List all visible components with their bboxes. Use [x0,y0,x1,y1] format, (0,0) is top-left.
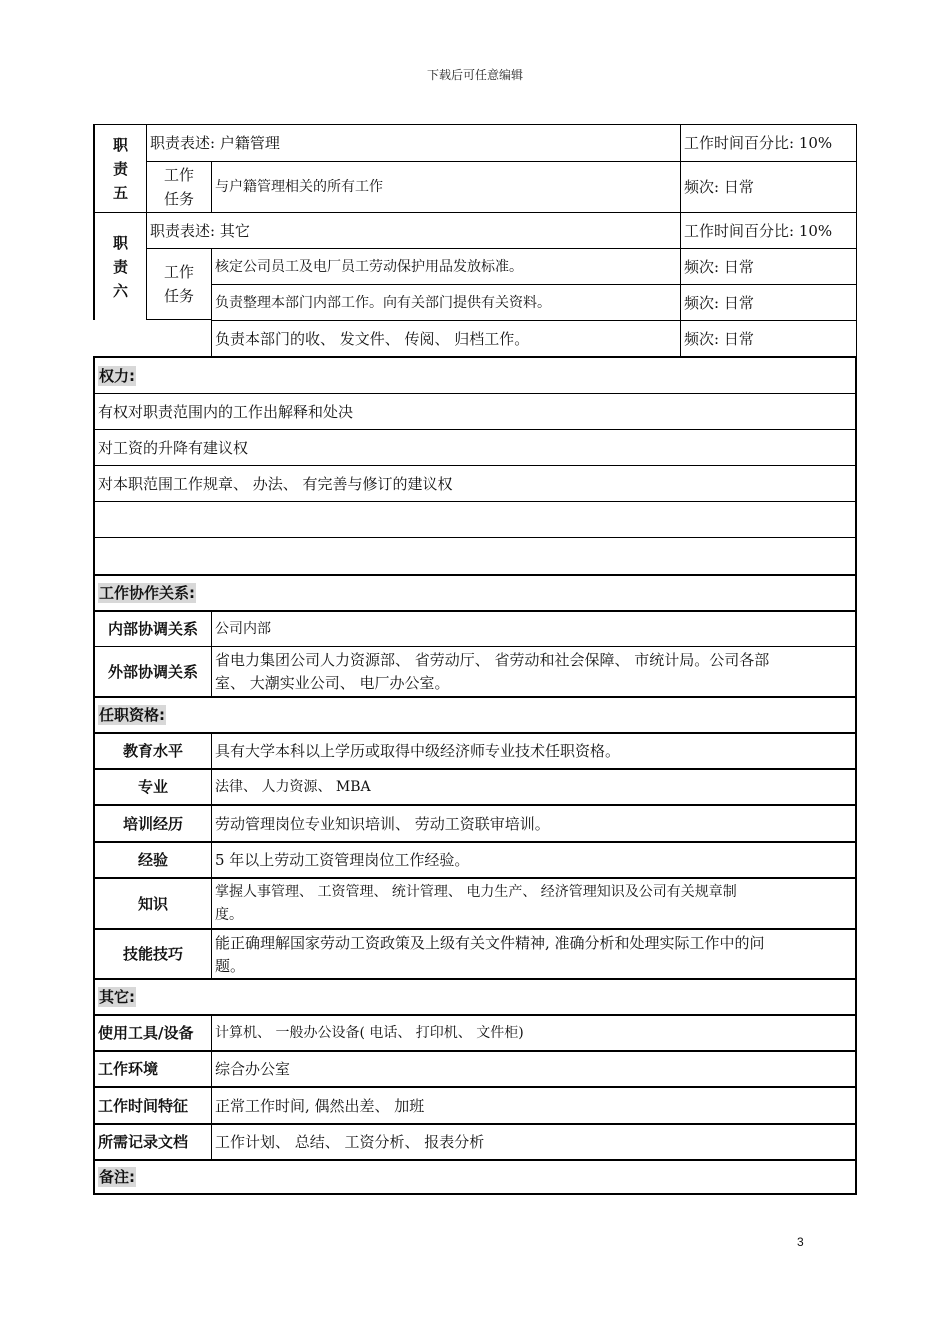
education-value: 具有大学本科以上学历或取得中级经济师专业技术任职资格。 [211,732,857,768]
skills-label: 技能技巧 [93,928,211,978]
authority-item-4 [93,501,857,537]
authority-item-3: 对本职范围工作规章、 办法、 有完善与修订的建议权 [93,465,857,501]
duty5-frequency: 频次: 日常 [680,161,857,212]
duty6-description: 职责表述: 其它 [146,212,680,248]
internal-coordination-value: 公司内部 [211,610,857,646]
remarks-title: 备注: [93,1159,857,1195]
page-number: 3 [797,1235,804,1249]
external-coordination-label: 外部协调关系 [93,646,211,696]
duty6-frequency-3: 频次: 日常 [680,320,857,356]
work-hours-label: 工作时间特征 [93,1086,211,1123]
work-environment-value: 综合办公室 [211,1050,857,1086]
tools-value: 计算机、 一般办公设备( 电话、 打印机、 文件柜) [211,1014,857,1050]
training-value: 劳动管理岗位专业知识培训、 劳动工资联审培训。 [211,804,857,841]
authority-title: 权力: [93,356,857,393]
internal-coordination-label: 内部协调关系 [93,610,211,646]
skills-value: 能正确理解国家劳动工资政策及上级有关文件精神, 准确分析和处理实际工作中的问 题。 [211,928,857,978]
records-label: 所需记录文档 [93,1123,211,1159]
duty6-task-label: 工作 任务 [146,248,211,320]
duty6-task-3: 负责本部门的收、 发文件、 传阅、 归档工作。 [211,320,680,356]
authority-item-5 [93,537,857,574]
authority-item-1: 有权对职责范围内的工作出解释和处决 [93,393,857,429]
experience-label: 经验 [93,841,211,877]
experience-value: 5 年以上劳动工资管理岗位工作经验。 [211,841,857,877]
duty6-task-2: 负责整理本部门内部工作。向有关部门提供有关资料。 [211,284,680,320]
duty6-label: 职 责 六 [93,212,146,320]
duty5-description: 职责表述: 户籍管理 [146,124,680,161]
page-header: 下载后可任意编辑 [426,68,523,82]
duty5-task: 与户籍管理相关的所有工作 [211,161,680,212]
work-environment-label: 工作环境 [93,1050,211,1086]
duty5-label: 职 责 五 [93,124,146,212]
major-label: 专业 [93,768,211,804]
duty5-time-pct: 工作时间百分比: 10% [680,124,857,161]
duty6-frequency-2: 频次: 日常 [680,284,857,320]
duty6-time-pct: 工作时间百分比: 10% [680,212,857,248]
cooperation-title: 工作协作关系: [93,574,857,610]
duty6-task-1: 核定公司员工及电厂员工劳动保护用品发放标准。 [211,248,680,284]
records-value: 工作计划、 总结、 工资分析、 报表分析 [211,1123,857,1159]
external-coordination-value: 省电力集团公司人力资源部、 省劳动厅、 省劳动和社会保障、 市统计局。公司各部 室、 大潮实业公司、 电厂办公室。 [211,646,857,696]
training-label: 培训经历 [93,804,211,841]
job-description-table [93,124,857,1195]
knowledge-label: 知识 [93,877,211,928]
qualifications-title: 任职资格: [93,696,857,732]
work-hours-value: 正常工作时间, 偶然出差、 加班 [211,1086,857,1123]
tools-label: 使用工具/设备 [93,1014,211,1050]
major-value: 法律、 人力资源、 MBA [211,768,857,804]
duty6-frequency-1: 频次: 日常 [680,248,857,284]
knowledge-value: 掌握人事管理、 工资管理、 统计管理、 电力生产、 经济管理知识及公司有关规章制 度。 [211,877,857,928]
duty5-task-label: 工作 任务 [146,161,211,212]
other-title: 其它: [93,978,857,1014]
authority-item-2: 对工资的升降有建议权 [93,429,857,465]
education-label: 教育水平 [93,732,211,768]
